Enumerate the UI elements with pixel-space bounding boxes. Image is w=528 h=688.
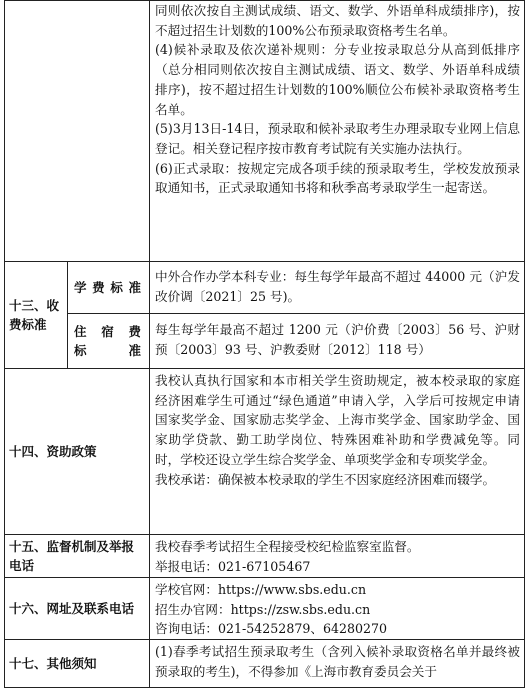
contact-cell [150,578,525,640]
admissions-website: 招生办官网：https://zsw.sbs.edu.cn [155,601,371,617]
aid-promise: 我校承诺：确保被本校录取的学生不因家庭经济困难而辍学。 [155,471,496,487]
tuition-label: 学费标准 [68,262,150,314]
empty-label-cell [5,1,150,262]
school-website: 学校官网：https://www.sbs.edu.cn [155,582,367,597]
admission-rule-line: (5)3月13日-14日，预录取和候补录取考生办理录取专业网上信息登记。相关登记程序按市教育考试院有关实施办法执行。 [155,121,520,156]
supervision-text: 我校春季考试招生全程接受校纪检监察室监督。 [155,539,420,554]
consult-phone: 咨询电话：021-54252879、64280270 [155,621,388,637]
aid-paragraph: 我校认真执行国家和本市相关学生资助规定，被本校录取的家庭经济困难学生可通过“绿色通道”申请入学，入学后可按规定申请国家奖学金、国家励志奖学金、上海市奖学金、国家助学金、国家助学贷款、勤工助学岗位、特殊困难补助和学费减免等。同时，学校还设立学生综合奖学金、单项奖学金和专项奖学金。 [155,373,520,467]
admission-rules-cell [150,1,525,262]
admission-rule-line: (4)候补录取及依次递补规则：分专业按录取总分从高到低排序（总分相同则依次按自主测试成绩、语文、数学、外语单科成绩排序)，按不超过招生计划数的100%顺位公布候补录取资格考生名单。 [155,42,520,117]
admission-rule-line: 同则依次按自主测试成绩、语文、数学、外语单科成绩排序)，按不超过招生计划数的100%公布预录取资格考生名单。 [155,3,520,38]
aid-cell [150,369,525,535]
notes-text: (1)春季考试招生预录取考生（含列入候补录取资格名单并最终被预录取的考生)，不得参加《上海市教育委员会关于 [155,644,520,679]
fees-section-label: 十三、收费标准 [5,262,68,369]
lodging-label-line: 住宿费 [74,324,143,339]
notes-section-label: 十七、其他须知 [5,640,150,688]
notes-cell [150,640,525,688]
admission-rule-line: (6)正式录取：按规定完成各项手续的预录取考生，学校发放预录取通知书，正式录取通知书将和秋季高考录取学生一起寄送。 [155,160,520,196]
aid-section-label: 十四、资助政策 [5,369,150,535]
tuition-cell [150,262,525,314]
admission-info-table [4,0,525,688]
lodging-label-line: 标准 [74,343,143,358]
report-phone: 举报电话：021-67105467 [155,558,311,574]
tuition-text: 中外合作办学本科专业：每生每学年最高不超过 44000 元（沪发改价调〔2021〕25 号)。 [155,269,520,304]
supervision-cell [150,535,525,578]
lodging-cell [150,314,525,369]
contact-section-label: 十六、网址及联系电话 [5,578,150,640]
lodging-text: 每生每学年最高不超过 1200 元（沪价费〔2003〕56 号、沪财预〔2003〕93 号、沪教委财〔2012〕118 号） [155,322,520,357]
supervision-section-label: 十五、监督机制及举报电话 [5,535,150,578]
lodging-label [68,314,150,369]
